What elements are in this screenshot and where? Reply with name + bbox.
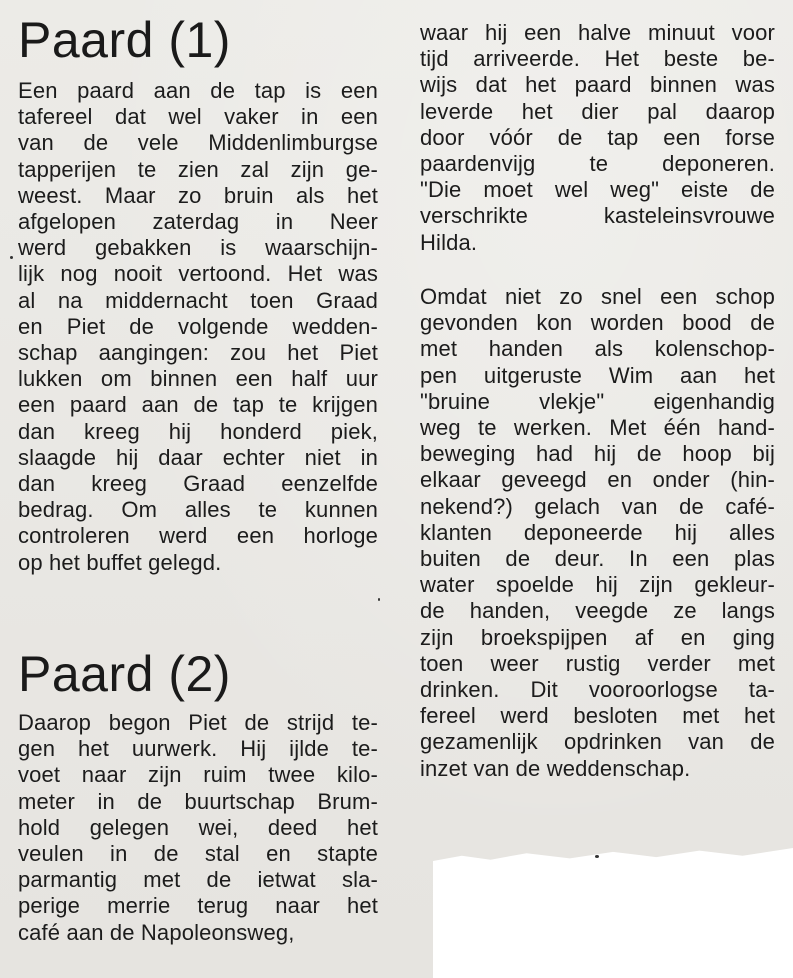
text-line: dan kreeg Graad eenzelfde [18,471,378,497]
text-line: dan kreeg hij honderd piek, [18,418,378,444]
text-line: waar hij een halve minuut voor [420,20,775,45]
paragraph-right-2 [420,284,775,782]
heading-paard-2: Paard (2) [18,646,231,702]
torn-paper-area [433,848,793,978]
text-line: door vóór de tap een forse [420,124,775,150]
text-line: leverde het dier pal daarop [420,98,775,124]
text-line: lijk nog nooit vertoond. Het was [18,261,378,287]
text-line: nekend?) gelach van de café- [420,493,775,519]
text-line: beweging had hij de hoop bij [420,441,775,467]
text-line: voet naar zijn ruim twee kilo- [18,762,378,788]
paragraph-right-1 [420,20,775,256]
heading-paard-1: Paard (1) [18,12,231,68]
text-line: veulen in de stal en stapte [18,841,378,867]
text-line: parmantig met de ietwat sla- [18,867,378,893]
text-line: toen weer rustig verder met [420,650,775,676]
text-line: wijs dat het paard binnen was [420,72,775,98]
text-line: slaagde hij daar echter niet in [18,444,378,470]
text-line: fereel werd besloten met het [420,703,775,729]
text-line: verschrikte kasteleinsvrouwe [420,203,775,229]
text-line: paardenvijg te deponeren. [420,151,775,177]
text-line: tijd arriveerde. Het beste be- [420,46,775,72]
text-line: met handen als kolenschop- [420,336,775,362]
text-line: de handen, veegde ze langs [420,598,775,624]
paragraph-paard-2 [18,710,378,946]
text-line: perige merrie terug naar het [18,893,378,919]
ink-speck [378,598,380,601]
text-line: klanten deponeerde hij alles [420,519,775,545]
text-line: al na middernacht toen Graad [18,287,378,313]
text-line: Daarop begon Piet de strijd te- [18,710,378,735]
text-line: afgelopen zaterdag in Neer [18,209,378,235]
paragraph-paard-1 [18,78,378,576]
text-line: werd gebakken is waarschijn- [18,235,378,261]
text-line: gevonden kon worden bood de [420,310,775,336]
text-line: zijn broekspijpen af en ging [420,624,775,650]
ink-speck [10,256,13,259]
text-line: buiten de deur. In een plas [420,546,775,572]
text-line: café aan de Napoleonsweg, [18,919,295,945]
ink-speck [595,855,599,858]
text-line: water spoelde hij zijn gekleur- [420,572,775,598]
text-line: Hilda. [420,229,478,255]
text-line: bedrag. Om alles te kunnen [18,497,378,523]
text-line: weg te werken. Met één hand- [420,415,775,441]
text-line: van de vele Middenlimburgse [18,130,378,156]
text-line: op het buffet gelegd. [18,549,222,575]
text-line: gen het uurwerk. Hij ijlde te- [18,736,378,762]
text-line: tafereel dat wel vaker in een [18,104,378,130]
text-line: inzet van de weddenschap. [420,755,691,781]
text-line: tapperijen te zien zal zijn ge- [18,156,378,182]
text-line: lukken om binnen een half uur [18,366,378,392]
text-line: gezamenlijk opdrinken van de [420,729,775,755]
text-line: en Piet de volgende wedden- [18,313,378,339]
text-line: "Die moet wel weg" eiste de [420,177,775,203]
text-line: "bruine vlekje" eigenhandig [420,388,775,414]
text-line: controleren werd een horloge [18,523,378,549]
text-line: pen uitgeruste Wim aan het [420,362,775,388]
text-line: drinken. Dit vooroorlogse ta- [420,677,775,703]
text-line: Een paard aan de tap is een [18,78,378,103]
text-line: weest. Maar zo bruin als het [18,182,378,208]
text-line: hold gelegen wei, deed het [18,814,378,840]
text-line: schap aangingen: zou het Piet [18,340,378,366]
text-line: elkaar geveegd en onder (hin- [420,467,775,493]
text-line: meter in de buurtschap Brum- [18,788,378,814]
text-line: Omdat niet zo snel een schop [420,284,775,309]
text-line: een paard aan de tap te krijgen [18,392,378,418]
